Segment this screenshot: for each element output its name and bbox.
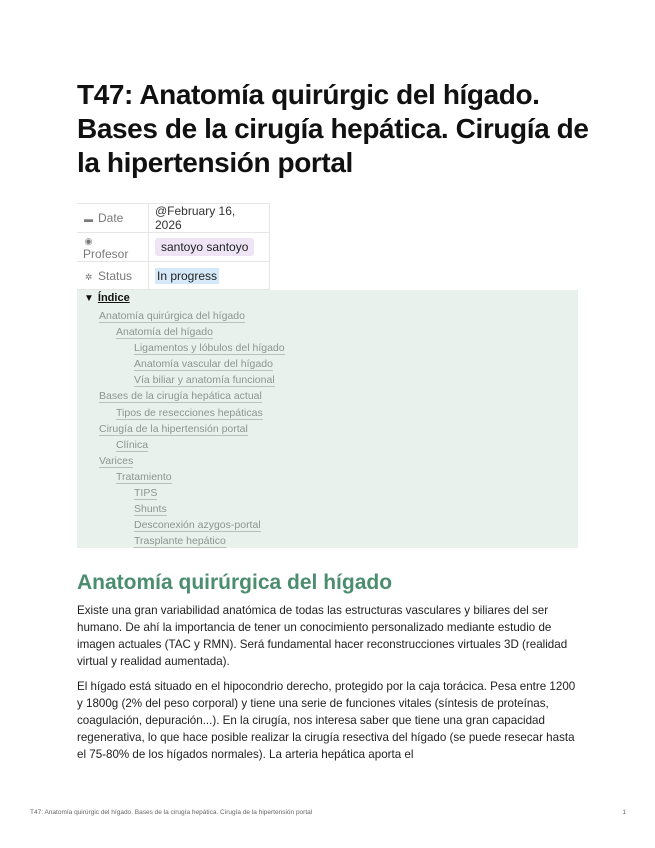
property-row [77, 262, 270, 290]
toc-item [77, 421, 285, 437]
toc-link[interactable]: Bases de la cirugía hepática actual [99, 390, 262, 403]
toc-item [77, 453, 285, 469]
property-value-cell[interactable] [149, 204, 270, 233]
toc-item [77, 372, 285, 388]
section-heading: Anatomía quirúrgica del hígado [77, 571, 393, 594]
property-value-cell[interactable] [149, 262, 270, 290]
property-value: santoyo santoyo [155, 238, 254, 256]
page-number: 1 [622, 809, 626, 816]
toc-link[interactable]: Tratamiento [116, 470, 172, 483]
property-key [77, 204, 149, 233]
property-key [77, 262, 149, 290]
toc-item [77, 485, 285, 501]
toc-link[interactable]: Vía biliar y anatomía funcional [134, 374, 275, 387]
toc-link[interactable]: Ligamentos y lóbulos del hígado [134, 342, 285, 355]
paragraph: Existe una gran variabilidad anatómica de todas las estructuras vasculares y biliares del ser humano. De ahí la importancia de tener un conocimiento personalizado mediante estudio de imagen actuales (TAC y RMN). Será fundamental hacer reconstrucciones virtuales 3D (realidad virtual y realidad aumentada). [77, 604, 568, 668]
toc-link[interactable]: Varices [99, 454, 134, 467]
toggle-arrow-icon[interactable]: ▼ [84, 293, 94, 304]
status-icon: ✲ [84, 271, 93, 282]
property-key-label: Date [98, 211, 124, 225]
toc-item [77, 501, 285, 517]
toc-link[interactable]: Cirugía de la hipertensión portal [99, 422, 248, 435]
toc-link[interactable]: Tipos de resecciones hepáticas [116, 406, 263, 419]
toc-link[interactable]: Anatomía quirúrgica del hígado [99, 310, 245, 322]
toc-link[interactable]: Anatomía del hígado [116, 326, 213, 339]
property-value: @February 16, 2026 [155, 204, 236, 232]
index-heading: Índice [97, 292, 130, 304]
page-title: T47: Anatomía quirúrgic del hígado. Bases de la cirugía hepática. Cirugía de la hipertensión portal [77, 79, 589, 178]
toc-item [77, 437, 285, 453]
properties-table [77, 203, 270, 290]
toc-item [77, 405, 285, 421]
toc-link[interactable]: Desconexión azygos-portal [134, 519, 261, 532]
toc-link[interactable]: Anatomía vascular del hígado [134, 358, 273, 371]
toc-item [77, 356, 285, 372]
person-icon: ◉ [84, 236, 93, 246]
table-of-contents [77, 308, 285, 549]
property-row [77, 233, 270, 262]
toc-link[interactable]: Trasplante hepático [134, 535, 226, 548]
property-row [77, 204, 270, 233]
toc-item [77, 517, 285, 533]
toc-item [77, 533, 285, 549]
toc-item [77, 324, 285, 340]
property-value: In progress [157, 268, 218, 283]
toggle-index-block [77, 290, 578, 548]
toc-item [77, 469, 285, 485]
toc-link[interactable]: Clínica [116, 438, 149, 451]
property-value-cell[interactable] [149, 233, 270, 262]
property-key-label: Profesor [83, 247, 129, 261]
property-key [77, 233, 149, 262]
toc-item [77, 340, 285, 356]
toc-item [77, 308, 285, 324]
page-footer: T47: Anatomía quirúrgic del hígado. Bases de la cirugía hepática. Cirugía de la hipertensión portal [30, 809, 313, 816]
paragraph: El hígado está situado en el hipocondrio derecho, protegido por la caja torácica. Pesa entre 1200 y 1800g (2% del peso corporal) y tiene una serie de funciones vitales (síntesis de proteínas, coagulación, depuración...). En la cirugía, nos interesa saber que tiene una gran capacidad regenerativa, lo que hace posible realizar la cirugía resectiva del hígado (se puede resecar hasta el 75-80% de los hígados normales). La arteria hepática aporta el [77, 680, 576, 761]
toc-link[interactable]: TIPS [134, 487, 158, 500]
toc-item [77, 388, 285, 404]
property-key-label: Status [98, 268, 133, 283]
toc-link[interactable]: Shunts [134, 503, 167, 516]
index-toggle[interactable] [84, 292, 130, 304]
calendar-icon: ▬ [84, 214, 93, 224]
